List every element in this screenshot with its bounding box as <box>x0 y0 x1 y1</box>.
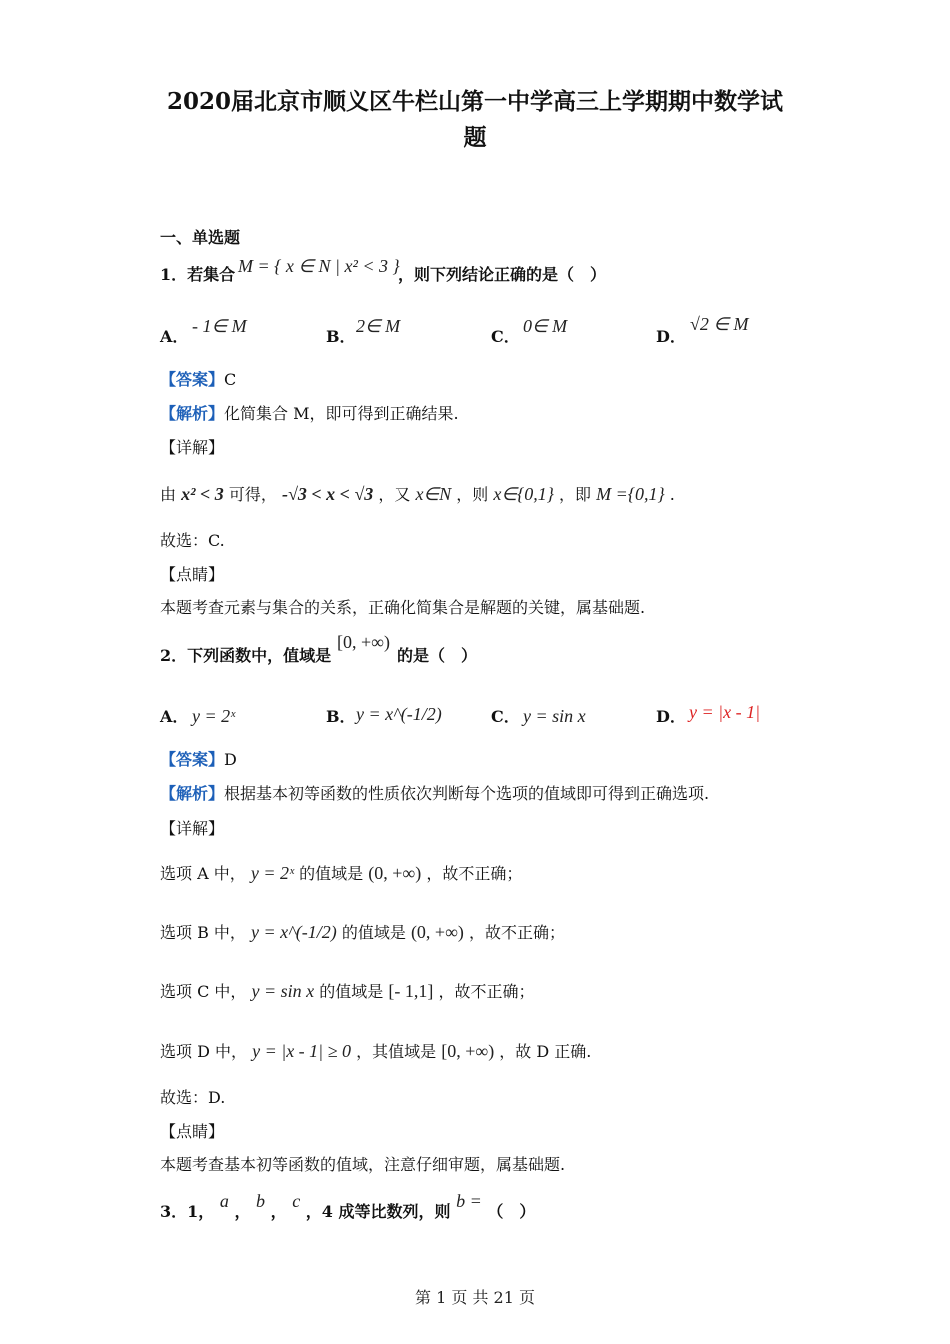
q3-p1: 3．1， <box>160 1202 215 1221</box>
q2-answer-tag: 【答案】 <box>160 750 225 769</box>
q2-detail-c-f: y = sin x <box>251 981 315 1001</box>
q2-detail-c-p3: ，故不正确； <box>438 982 535 1001</box>
q2-detail-c <box>160 980 534 1003</box>
q3-b-equals: b = <box>456 1191 482 1211</box>
q2-detail-a <box>160 862 522 885</box>
q2-comment-tag: 【点睛】 <box>160 1122 225 1141</box>
q2-detail-b-p2: 的值域是 <box>341 923 406 942</box>
q1-detail-m2: -√3 < x < √3 <box>281 484 374 504</box>
q1-answer-row <box>160 369 236 391</box>
q1-answer: C <box>224 370 237 389</box>
q3-a: a <box>219 1191 229 1211</box>
q2-option-a-label: A． <box>160 707 189 726</box>
q2-analysis-row <box>160 783 709 805</box>
q2-detail-b-p3: ，故不正确； <box>469 923 566 942</box>
q1-option-b-value: 2∈ M <box>356 316 401 336</box>
q1-prefix: 1．若集合 <box>160 265 236 284</box>
q2-detail-b-f: y = x^(-1/2) <box>251 922 337 942</box>
q2-detail-d-p1: 选项 D 中， <box>160 1042 248 1061</box>
q2-analysis: 根据基本初等函数的性质依次判断每个选项的值域即可得到正确选项. <box>224 784 710 803</box>
q3-p4: ，4 成等比数列，则 <box>305 1202 451 1221</box>
q2-analysis-tag: 【解析】 <box>160 784 225 803</box>
section-heading: 一、单选题 <box>160 228 241 247</box>
page-footer: 第 1 页 共 21 页 <box>415 1288 535 1307</box>
q1-detail-tag: 【详解】 <box>160 438 225 457</box>
q1-choose: 故选：C. <box>160 531 225 550</box>
q2-detail-b <box>160 921 565 944</box>
q2-option-a-value: y = 2ˣ <box>192 706 236 726</box>
q2-detail-a-r: (0, +∞) <box>368 863 422 883</box>
q2-option-b-value: y = x^(-1/2) <box>356 704 442 724</box>
q3-p5: （ ） <box>487 1202 536 1221</box>
q2-option-c-label: C． <box>491 707 520 726</box>
q1-detail-p5: ，即 <box>559 485 592 504</box>
q2-detail-a-f: y = 2ˣ <box>250 863 295 883</box>
q2-detail-tag: 【详解】 <box>160 819 225 838</box>
q1-detail-p3: ，又 <box>378 485 411 504</box>
q2-detail-b-r: (0, +∞) <box>410 922 464 942</box>
q1-detail-m3: x∈N <box>415 484 452 504</box>
page-title-line1: 2020届北京市顺义区牛栏山第一中学高三上学期期中数学试 <box>166 88 783 115</box>
q3-b: b <box>256 1191 266 1211</box>
q2-detail-d-r: [0, +∞) <box>441 1041 495 1061</box>
q1-option-b-label: B． <box>326 327 356 346</box>
q2-comment: 本题考查基本初等函数的值域，注意仔细审题，属基础题. <box>160 1155 566 1174</box>
q2-detail-d-f: y = |x - 1| ≥ 0 <box>252 1041 352 1061</box>
q1-comment: 本题考查元素与集合的关系，正确化简集合是解题的关键，属基础题. <box>160 598 646 617</box>
q1-detail-p2: 可得， <box>228 485 277 504</box>
q2-detail-d-p3: ，故 D 正确. <box>499 1042 592 1061</box>
q2-option-c-value: y = sin x <box>523 706 586 726</box>
q2-answer: D <box>224 750 237 769</box>
q1-detail-p6: . <box>669 485 675 504</box>
page-title-line2: 题 <box>463 124 487 151</box>
q2-detail-c-p2: 的值域是 <box>319 982 384 1001</box>
q1-option-d-label: D． <box>656 327 686 346</box>
q3-c: c <box>292 1191 301 1211</box>
q2-option-d-label: D． <box>656 707 686 726</box>
q1-option-a-label: A． <box>160 327 189 346</box>
q2-detail-d <box>160 1040 591 1063</box>
q2-option-d-value: y = |x - 1| <box>689 702 761 722</box>
q2-answer-row <box>160 749 237 771</box>
q2-detail-d-p2: ，其值域是 <box>356 1042 437 1061</box>
q2-detail-a-p1: 选项 A 中， <box>160 864 246 883</box>
q1-answer-tag: 【答案】 <box>160 370 225 389</box>
q1-option-a-value: - 1∈ M <box>192 316 247 336</box>
q1-analysis: 化简集合 M，即可得到正确结果. <box>224 404 459 423</box>
q2-detail-a-p2: 的值域是 <box>299 864 364 883</box>
q1-option-c-label: C． <box>491 327 520 346</box>
q3-p2: ， <box>234 1202 251 1221</box>
q3-p3: ， <box>270 1202 287 1221</box>
q2-suffix: 的是（ ） <box>397 646 478 665</box>
q1-analysis-row <box>160 403 459 425</box>
q1-detail-m5: M ={0,1} <box>596 484 665 504</box>
q2-option-b-label: B． <box>326 707 356 726</box>
q2-detail-a-p3: ，故不正确； <box>426 864 523 883</box>
q2-range-math: [0, +∞) <box>337 632 390 652</box>
q1-detail-line <box>160 483 675 506</box>
q1-suffix: ，则下列结论正确的是（ ） <box>398 265 607 284</box>
q1-detail-m1: x² < 3 <box>181 484 224 504</box>
q1-comment-tag: 【点睛】 <box>160 565 225 584</box>
q1-detail-p1: 由 <box>160 485 177 504</box>
q1-set-math: M = { x ∈ N | x² < 3 } <box>238 256 400 276</box>
q1-analysis-tag: 【解析】 <box>160 404 225 423</box>
q2-detail-b-p1: 选项 B 中， <box>160 923 246 942</box>
q1-detail-p4: ，则 <box>456 485 489 504</box>
q2-choose: 故选：D. <box>160 1088 226 1107</box>
q1-option-d-value: √2 ∈ M <box>690 314 749 334</box>
q1-option-c-value: 0∈ M <box>523 316 568 336</box>
q3-line <box>160 1191 536 1223</box>
q2-prefix: 2．下列函数中，值域是 <box>160 646 332 665</box>
q2-detail-c-p1: 选项 C 中， <box>160 982 247 1001</box>
q1-detail-m4: x∈{0,1} <box>493 484 554 504</box>
q2-detail-c-r: [- 1,1] <box>388 981 434 1001</box>
